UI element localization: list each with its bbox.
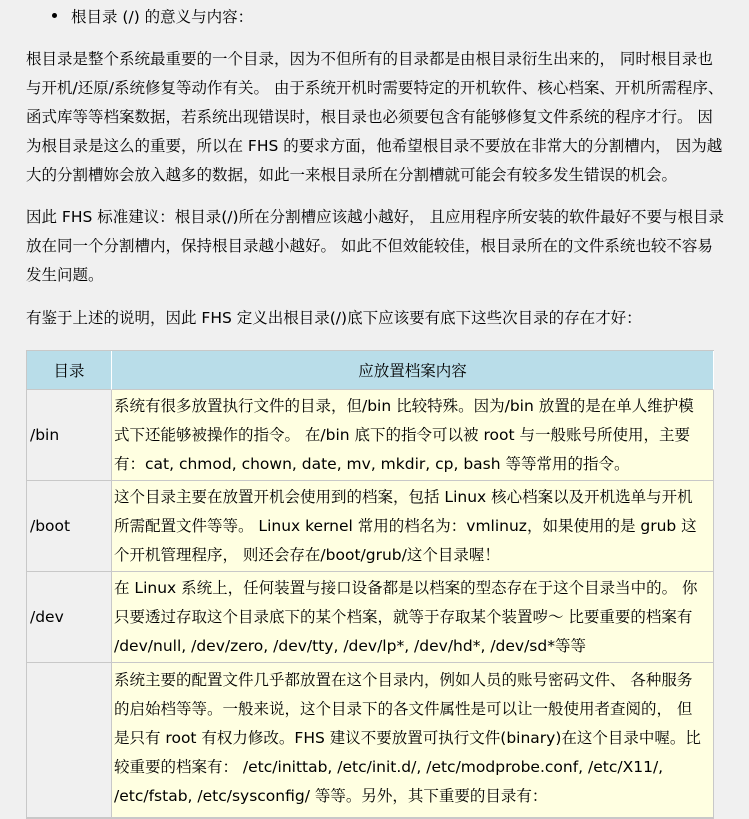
- description-line: 在 Linux 系统上，任何装置与接口设备都是以档案的型态存在于这个目录当中的。 你: [114, 578, 698, 597]
- table-row: [27, 572, 714, 663]
- description-line: 的启始档等等。一般来说，这个目录下的各文件属性是可以让一般使用者查阅的， 但: [114, 700, 693, 718]
- directory-table: [26, 350, 714, 819]
- description-cell: [112, 481, 714, 572]
- description-line: 这个目录主要在放置开机会使用到的档案，包括 Linux 核心档案以及开机选单与开机: [114, 487, 693, 506]
- description-line: 所需配置文件等等。 Linux kernel 常用的档名为：vmlinuz，如果使用的是 grub 这: [114, 516, 697, 535]
- directory-cell: /boot: [27, 481, 112, 572]
- directory-cell: [27, 663, 112, 818]
- paragraph-fhs-recommendation: [26, 203, 746, 290]
- paragraph-line: 函式库等等档案数据，若系统出现错误时，根目录也必须要包含有能够修复文件系统的程序才行。 因: [26, 108, 713, 126]
- description-line: 是只有 root 有权力修改。FHS 建议不要放置可执行文件(binary)在这个目录中喔。比: [114, 729, 701, 747]
- section-heading-text: 根目录 (/) 的意义与内容：: [71, 8, 254, 26]
- paragraph-line: 与开机/还原/系统修复等动作有关。 由于系统开机时需要特定的开机软件、核心档案、开机所需程序、: [26, 79, 724, 97]
- description-cell: [112, 390, 714, 481]
- description-cell: [112, 572, 714, 663]
- paragraph-line: 因此 FHS 标准建议：根目录(/)所在分割槽应该越小越好， 且应用程序所安装的软件最好不要与根目录: [26, 208, 725, 226]
- description-line: 只要透过存取这个目录底下的某个档案，就等于存取某个装置哕～ 比要重要的档案有: [114, 607, 693, 626]
- paragraph-line: 放在同一个分割槽内，保持根目录越小越好。 如此不但效能较佳，根目录所在的文件系统也较不容易: [26, 237, 713, 255]
- description-line: 式下还能够被操作的指令。 在/bin 底下的指令可以被 root 与一般账号所使用，主要: [114, 425, 690, 444]
- description-cell: [112, 663, 714, 818]
- description-line: 个开机管理程序， 则还会存在/boot/grub/这个目录喔！: [114, 545, 500, 564]
- paragraph-line: 根目录是整个系统最重要的一个目录，因为不但所有的目录都是由根目录衍生出来的， 同时根目录也: [26, 50, 713, 68]
- description-line: /dev/null, /dev/zero, /dev/tty, /dev/lp*, /dev/hd*, /dev/sd*等等: [114, 636, 586, 655]
- directory-cell: /dev: [27, 572, 112, 663]
- section-heading: [52, 7, 253, 27]
- column-header-contents: 应放置档案内容: [112, 351, 714, 390]
- directory-cell: /bin: [27, 390, 112, 481]
- description-line: 较重要的档案有： /etc/inittab, /etc/init.d/, /etc/modprobe.conf, /etc/X11/,: [114, 758, 664, 776]
- description-line: 有：cat, chmod, chown, date, mv, mkdir, cp, bash 等等常用的指令。: [114, 454, 630, 473]
- paragraph-line: 为根目录是这么的重要，所以在 FHS 的要求方面，他希望根目录不要放在非常大的分割槽内， 因为越: [26, 137, 723, 155]
- table-row: [27, 390, 714, 481]
- table-row: [27, 481, 714, 572]
- table-header-row: [27, 351, 714, 390]
- paragraph-line: 大的分割槽妳会放入越多的数据，如此一来根目录所在分割槽就可能会有较多发生错误的机会。: [26, 166, 678, 184]
- description-line: /etc/fstab, /etc/sysconfig/ 等等。另外，其下重要的目录有：: [114, 787, 548, 805]
- description-line: 系统有很多放置执行文件的目录，但/bin 比较特殊。因为/bin 放置的是在单人维护模: [114, 396, 694, 415]
- paragraph-table-intro: [26, 304, 746, 333]
- table-row: [27, 663, 714, 818]
- column-header-directory: 目录: [27, 351, 112, 390]
- paragraph-root-importance: [26, 45, 746, 190]
- paragraph-line: 发生问题。: [26, 266, 104, 284]
- paragraph-line: 有鉴于上述的说明，因此 FHS 定义出根目录(/)底下应该要有底下这些次目录的存在才好：: [26, 309, 642, 327]
- description-line: 系统主要的配置文件几乎都放置在这个目录内，例如人员的账号密码文件、 各种服务: [114, 671, 693, 689]
- bullet-dot-icon: [52, 13, 57, 18]
